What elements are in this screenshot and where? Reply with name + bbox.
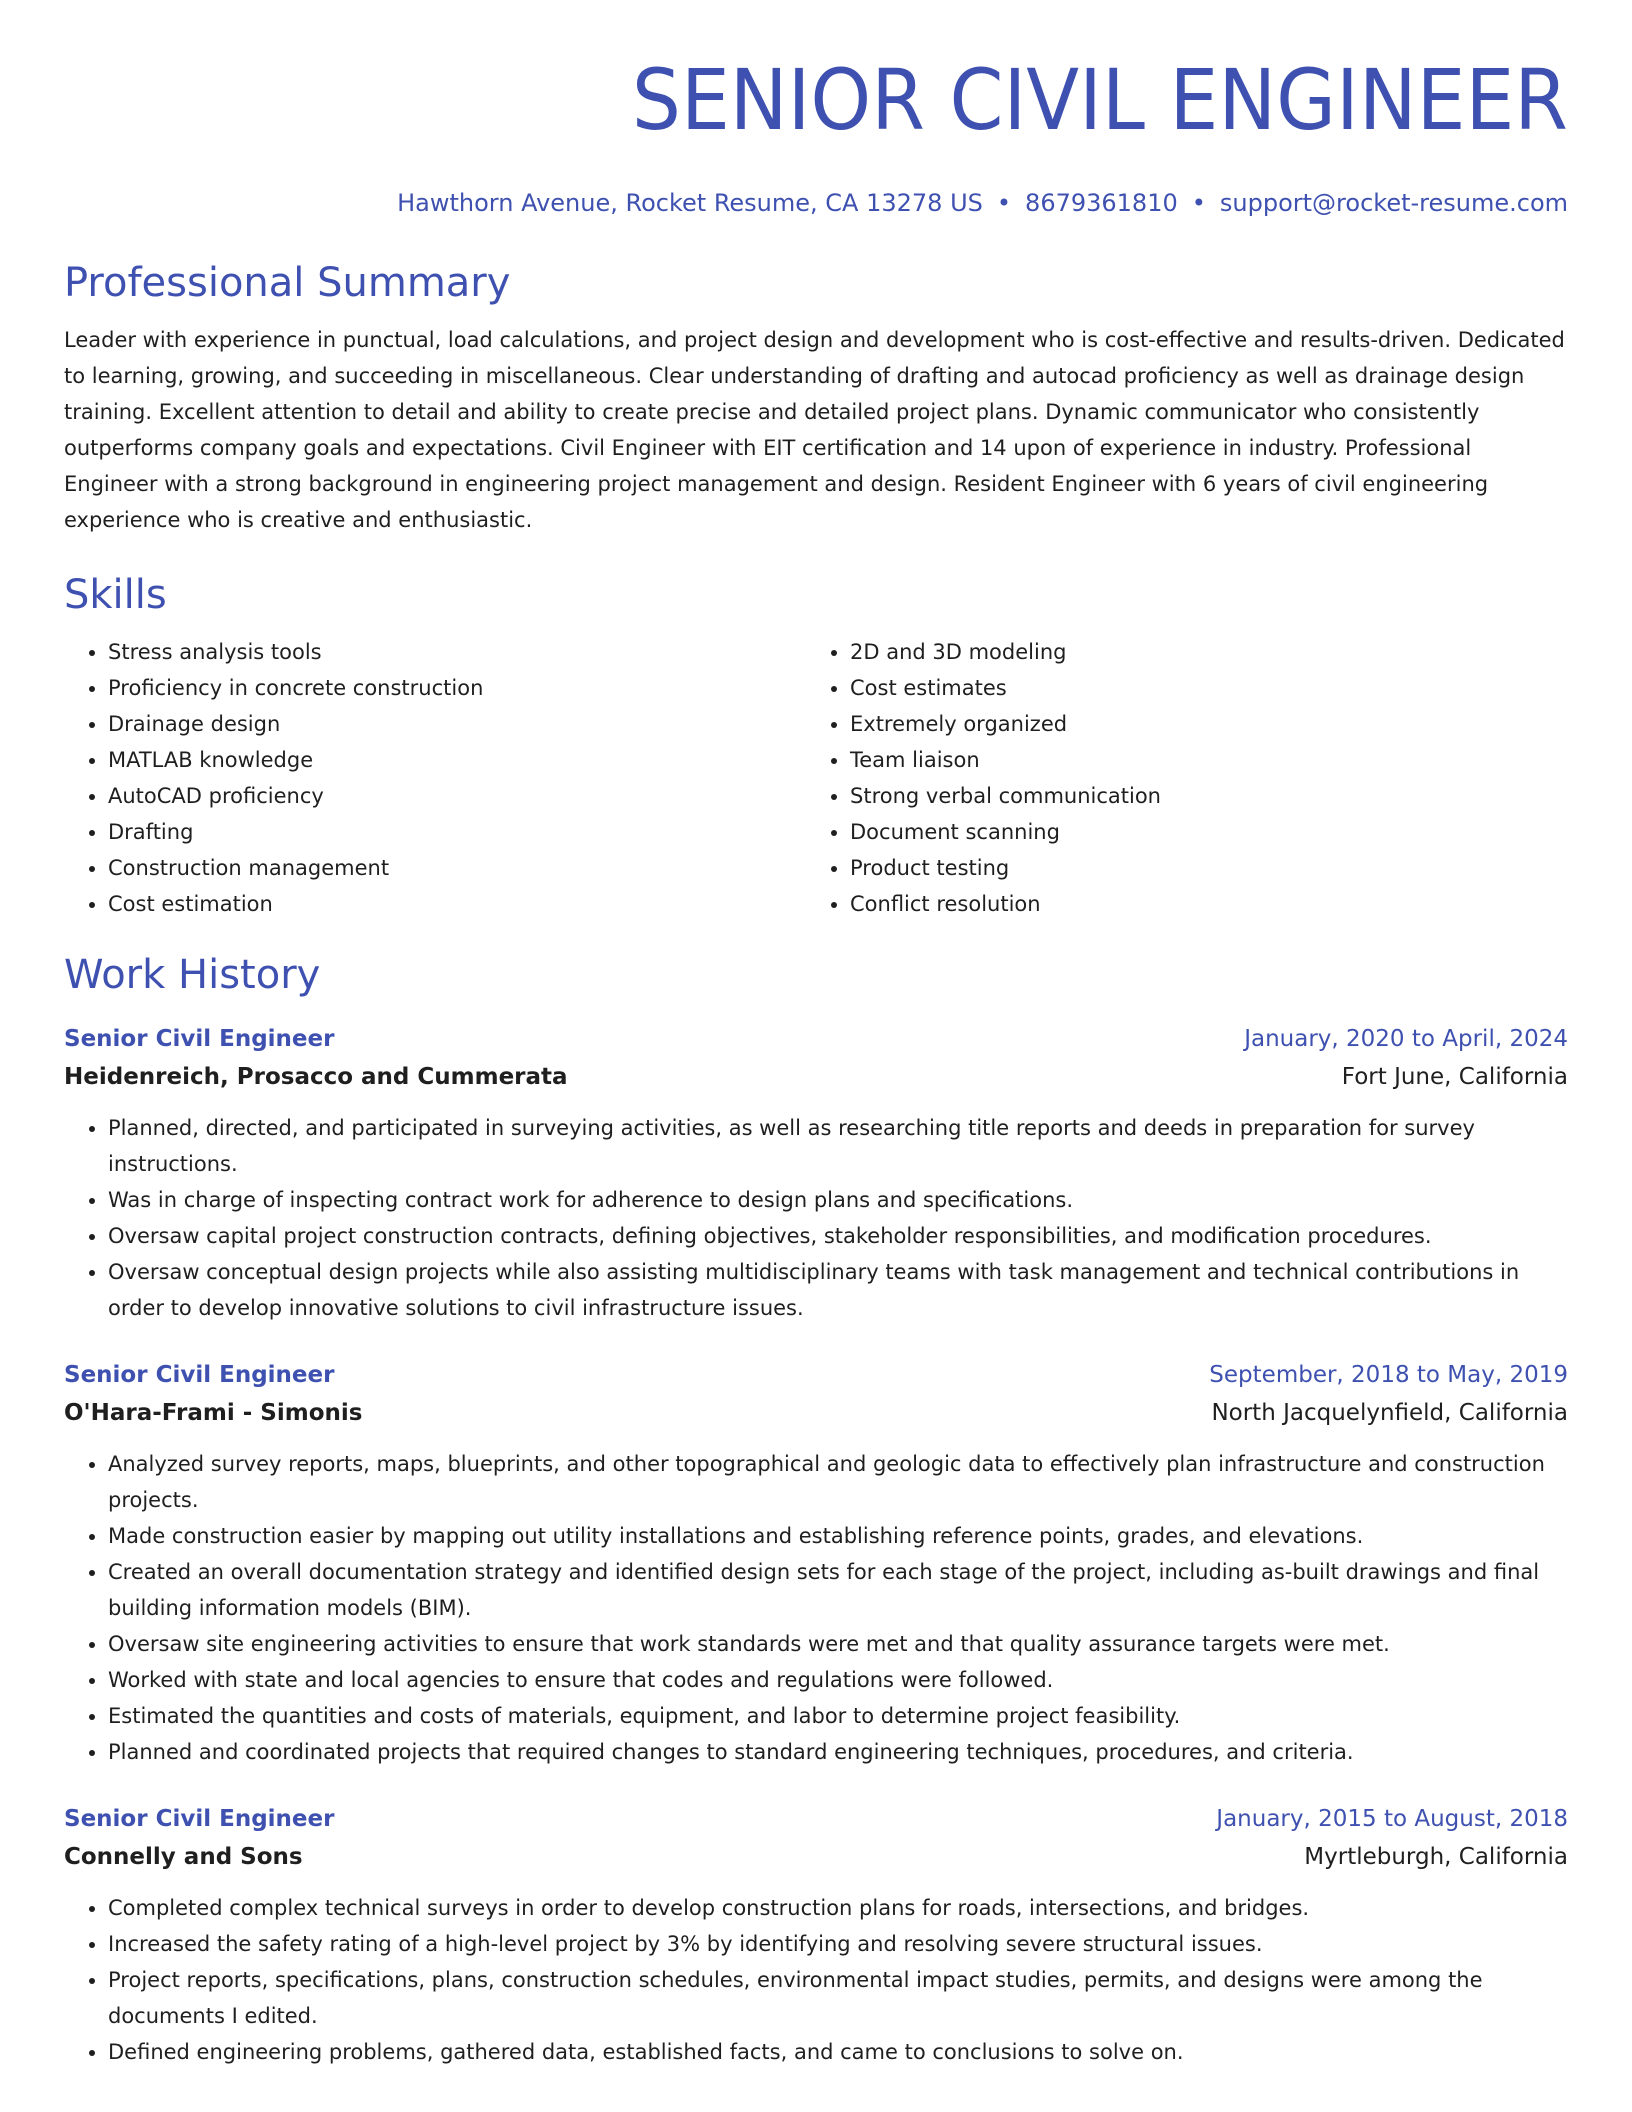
phone: 8679361810 <box>1025 189 1178 217</box>
work-history-heading: Work History <box>64 952 321 998</box>
job-location: Fort June, California <box>1341 1064 1568 1090</box>
skill-item: • Product testing <box>850 850 1548 886</box>
job-company: Heidenreich, Prosacco and Cummerata <box>64 1064 568 1090</box>
resume-header <box>64 52 1568 218</box>
skills-heading: Skills <box>64 572 167 618</box>
job-location: Myrtleburgh, California <box>1304 1844 1568 1870</box>
summary-text: Leader with experience in punctual, load calculations, and project design and development who is cost-effective and results-driven. Dedicated to learning, growing, and succeeding in miscellaneous. Clear understanding of drafting and autocad proficiency as well as drainage design training. Excellent attention to detail and ability to create precise and detailed project plans. Dynamic communicator who consistently outperforms company goals and expectations. Civil Engineer with EIT certification and 14 upon of experience in industry. Professional Engineer with a strong background in engineering project management and design. Resident Engineer with 6 years of civil engineering experience who is creative and enthusiastic. <box>64 328 1565 532</box>
address: Hawthorn Avenue, Rocket Resume, CA 13278 US <box>397 189 983 217</box>
skill-item: • Conflict resolution <box>850 886 1548 922</box>
skill-item: • Drainage design <box>108 706 806 742</box>
contact-line <box>64 188 1568 218</box>
skill-item: • Proficiency in concrete construction <box>108 670 806 706</box>
separator: • <box>1191 189 1206 217</box>
skills-column-left <box>64 634 806 922</box>
job-bullet: • Worked with state and local agencies to ensure that codes and regulations were followed. <box>108 1662 1568 1698</box>
job-bullet: • Oversaw conceptual design projects while also assisting multidisciplinary teams with task management and technical contributions in order to develop innovative solutions to civil infrastructure issues. <box>108 1254 1568 1326</box>
job-bullet: • Oversaw site engineering activities to ensure that work standards were met and that quality assurance targets were met. <box>108 1626 1568 1662</box>
job-location: North Jacquelynfield, California <box>1211 1400 1568 1426</box>
separator: • <box>996 189 1012 217</box>
job-title: Senior Civil Engineer <box>64 1026 335 1052</box>
job-bullet: • Made construction easier by mapping out utility installations and establishing reference points, grades, and elevations. <box>108 1518 1568 1554</box>
job-dates: January, 2015 to August, 2018 <box>1216 1806 1568 1832</box>
job-title: Senior Civil Engineer <box>64 1806 335 1832</box>
job-bullet: • Was in charge of inspecting contract work for adherence to design plans and specifications. <box>108 1182 1568 1218</box>
skill-item: • Strong verbal communication <box>850 778 1548 814</box>
skills-list <box>64 634 1568 922</box>
skill-item: • 2D and 3D modeling <box>850 634 1548 670</box>
job-bullet: • Created an overall documentation strategy and identified design sets for each stage of the project, including as-built drawings and final building information models (BIM). <box>108 1554 1568 1626</box>
job-entry <box>64 1020 1568 1326</box>
job-dates: January, 2020 to April, 2024 <box>1244 1026 1568 1052</box>
job-bullets <box>64 1446 1568 1770</box>
job-bullet: • Planned and coordinated projects that required changes to standard engineering techniques, procedures, and criteria. <box>108 1734 1568 1770</box>
job-bullet: • Increased the safety rating of a high-level project by 3% by identifying and resolving severe structural issues. <box>108 1926 1568 1962</box>
skill-item: • Construction management <box>108 850 806 886</box>
job-bullets <box>64 1110 1568 1326</box>
skill-item: • Extremely organized <box>850 706 1548 742</box>
skill-item: • AutoCAD proficiency <box>108 778 806 814</box>
job-company: O'Hara-Frami - Simonis <box>64 1400 363 1426</box>
skill-item: • Team liaison <box>850 742 1548 778</box>
job-company: Connelly and Sons <box>64 1844 303 1870</box>
job-bullet: • Completed complex technical surveys in order to develop construction plans for roads, intersections, and bridges. <box>108 1890 1568 1926</box>
skill-item: • Cost estimates <box>850 670 1548 706</box>
job-bullet: • Planned, directed, and participated in surveying activities, as well as researching title reports and deeds in preparation for survey instructions. <box>108 1110 1568 1182</box>
skill-item: • Document scanning <box>850 814 1548 850</box>
job-bullet: • Analyzed survey reports, maps, blueprints, and other topographical and geologic data to effectively plan infrastructure and construction projects. <box>108 1446 1568 1518</box>
summary-heading: Professional Summary <box>64 260 511 306</box>
skill-item: • Stress analysis tools <box>108 634 806 670</box>
skill-item: • MATLAB knowledge <box>108 742 806 778</box>
job-dates: September, 2018 to May, 2019 <box>1209 1362 1568 1388</box>
job-bullet: • Defined engineering problems, gathered data, established facts, and came to conclusions to solve on. <box>108 2034 1568 2070</box>
job-entry <box>64 1356 1568 1770</box>
skill-item: • Drafting <box>108 814 806 850</box>
job-bullets <box>64 1890 1568 2070</box>
email-link[interactable]: support@rocket-resume.com <box>1219 189 1568 217</box>
job-title-heading: SENIOR CIVIL ENGINEER <box>631 51 1568 149</box>
job-bullet: • Estimated the quantities and costs of materials, equipment, and labor to determine project feasibility. <box>108 1698 1568 1734</box>
skills-column-right <box>806 634 1548 922</box>
job-bullet: • Project reports, specifications, plans, construction schedules, environmental impact studies, permits, and designs were among the documents I edited. <box>108 1962 1568 2034</box>
job-bullet: • Oversaw capital project construction contracts, defining objectives, stakeholder responsibilities, and modification procedures. <box>108 1218 1568 1254</box>
job-entry <box>64 1800 1568 2070</box>
skill-item: • Cost estimation <box>108 886 806 922</box>
job-title: Senior Civil Engineer <box>64 1362 335 1388</box>
